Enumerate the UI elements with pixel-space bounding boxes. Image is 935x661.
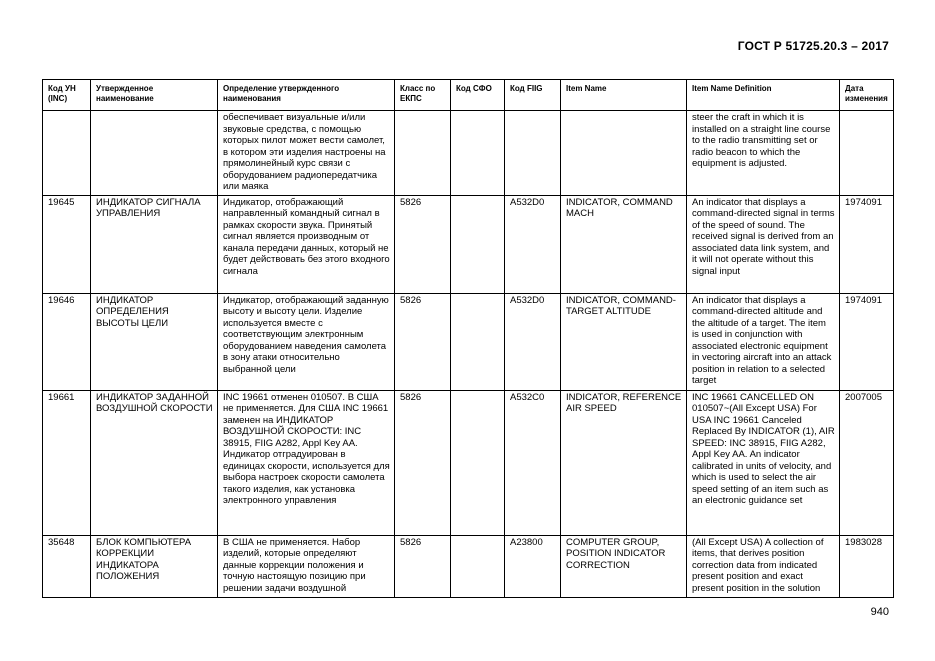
cell-ekps-class bbox=[395, 111, 451, 196]
cell-item-name bbox=[561, 111, 687, 196]
cell-change-date: 1974091 bbox=[840, 293, 894, 390]
cell-sfo-code bbox=[451, 535, 505, 597]
cell-approved-name: ИНДИКАТОР СИГНАЛА УПРАВЛЕНИЯ bbox=[91, 195, 218, 293]
cell-sfo-code bbox=[451, 390, 505, 535]
definitions-table bbox=[42, 79, 894, 598]
table-header-row bbox=[43, 80, 894, 111]
cell-definition: обеспечивает визуальные и/или звуковые средства, с помощью которых пилот может вести самолет, в котором эти изделия настроены на прямолинейный курс связи с оборудованием радиопередатчика или маяка bbox=[218, 111, 395, 196]
cell-fiig-code: A532D0 bbox=[505, 293, 561, 390]
table-row bbox=[43, 293, 894, 390]
cell-code-un: 19661 bbox=[43, 390, 91, 535]
cell-item-name: INDICATOR, REFERENCE AIR SPEED bbox=[561, 390, 687, 535]
cell-change-date: 1974091 bbox=[840, 195, 894, 293]
header-ekps-class: Класс по ЕКПС bbox=[395, 80, 451, 111]
cell-item-definition: INC 19661 CANCELLED ON 010507~(All Except USA) For USA INC 19661 Canceled Replaced By INDICATOR (1), AIR SPEED: INC 38915, FIIG A282, Appl Key AA. An indicator calibrated in units of velocity, and which is used to select the air speed setting of an item such as an electronic guidance set bbox=[687, 390, 840, 535]
table-row bbox=[43, 195, 894, 293]
cell-code-un: 19646 bbox=[43, 293, 91, 390]
cell-ekps-class: 5826 bbox=[395, 535, 451, 597]
cell-change-date bbox=[840, 111, 894, 196]
header-item-definition: Item Name Definition bbox=[687, 80, 840, 111]
cell-approved-name: БЛОК КОМПЬЮТЕРА КОРРЕКЦИИ ИНДИКАТОРА ПОЛОЖЕНИЯ bbox=[91, 535, 218, 597]
cell-fiig-code: A23800 bbox=[505, 535, 561, 597]
cell-fiig-code: A532D0 bbox=[505, 195, 561, 293]
table-row bbox=[43, 390, 894, 535]
cell-item-name: INDICATOR, COMMAND-TARGET ALTITUDE bbox=[561, 293, 687, 390]
cell-approved-name bbox=[91, 111, 218, 196]
header-definition: Определение утвержденного наименования bbox=[218, 80, 395, 111]
cell-approved-name: ИНДИКАТОР ОПРЕДЕЛЕНИЯ ВЫСОТЫ ЦЕЛИ bbox=[91, 293, 218, 390]
cell-item-name: INDICATOR, COMMAND MACH bbox=[561, 195, 687, 293]
header-fiig-code: Код FIIG bbox=[505, 80, 561, 111]
header-approved-name: Утвержденное наименование bbox=[91, 80, 218, 111]
page-number: 940 bbox=[870, 606, 889, 618]
cell-definition: Индикатор, отображающий направленный командный сигнал в рамках скорости звука. Принятый сигнал является производным от канала передачи данных, который не будет действовать без этого входного сигнала bbox=[218, 195, 395, 293]
cell-code-un: 35648 bbox=[43, 535, 91, 597]
table-row bbox=[43, 535, 894, 597]
cell-fiig-code: A532C0 bbox=[505, 390, 561, 535]
cell-definition: Индикатор, отображающий заданную высоту и высоту цели. Изделие используется вместе с соответствующим электронным оборудованием наведения самолета в зону атаки относительно выбранной цели bbox=[218, 293, 395, 390]
header-item-name: Item Name bbox=[561, 80, 687, 111]
cell-definition: INC 19661 отменен 010507. В США не применяется. Для США INC 19661 заменен на ИНДИКАТОР ВОЗДУШНОЙ СКОРОСТИ: INC 38915, FIIG A282, Appl Key AA. Индикатор отградуирован в единицах скорости, используется для выбора настроек скорости самолета такого изделия, как установка электронного управления bbox=[218, 390, 395, 535]
cell-sfo-code bbox=[451, 293, 505, 390]
cell-sfo-code bbox=[451, 111, 505, 196]
cell-definition: В США не применяется. Набор изделий, которые определяют данные коррекции положения и точную настоящую позицию при решении задачи воздушной bbox=[218, 535, 395, 597]
cell-ekps-class: 5826 bbox=[395, 293, 451, 390]
cell-item-definition: An indicator that displays a command-directed altitude and the altitude of a target. The item is used in conjunction with associated electronic equipment in vectoring aircraft into an attack position in relation to a selected target bbox=[687, 293, 840, 390]
header-change-date: Дата изменения bbox=[840, 80, 894, 111]
cell-fiig-code bbox=[505, 111, 561, 196]
document-standard-title: ГОСТ Р 51725.20.3 – 2017 bbox=[737, 39, 889, 53]
table-row bbox=[43, 111, 894, 196]
cell-code-un bbox=[43, 111, 91, 196]
cell-code-un: 19645 bbox=[43, 195, 91, 293]
cell-change-date: 2007005 bbox=[840, 390, 894, 535]
cell-ekps-class: 5826 bbox=[395, 195, 451, 293]
cell-item-definition: (All Except USA) A collection of items, that derives position correction data from indicated present position and exact present position in the solution bbox=[687, 535, 840, 597]
cell-approved-name: ИНДИКАТОР ЗАДАННОЙ ВОЗДУШНОЙ СКОРОСТИ bbox=[91, 390, 218, 535]
cell-item-definition: steer the craft in which it is installed on a straight line course to the radio transmitting set or radio beacon to which the equipment is adjusted. bbox=[687, 111, 840, 196]
header-sfo-code: Код СФО bbox=[451, 80, 505, 111]
cell-change-date: 1983028 bbox=[840, 535, 894, 597]
cell-ekps-class: 5826 bbox=[395, 390, 451, 535]
cell-item-name: COMPUTER GROUP, POSITION INDICATOR CORRECTION bbox=[561, 535, 687, 597]
header-code-un: Код УН (INC) bbox=[43, 80, 91, 111]
cell-sfo-code bbox=[451, 195, 505, 293]
cell-item-definition: An indicator that displays a command-directed signal in terms of the speed of sound. The received signal is derived from an associated data link system, and it will not operate without this signal input bbox=[687, 195, 840, 293]
